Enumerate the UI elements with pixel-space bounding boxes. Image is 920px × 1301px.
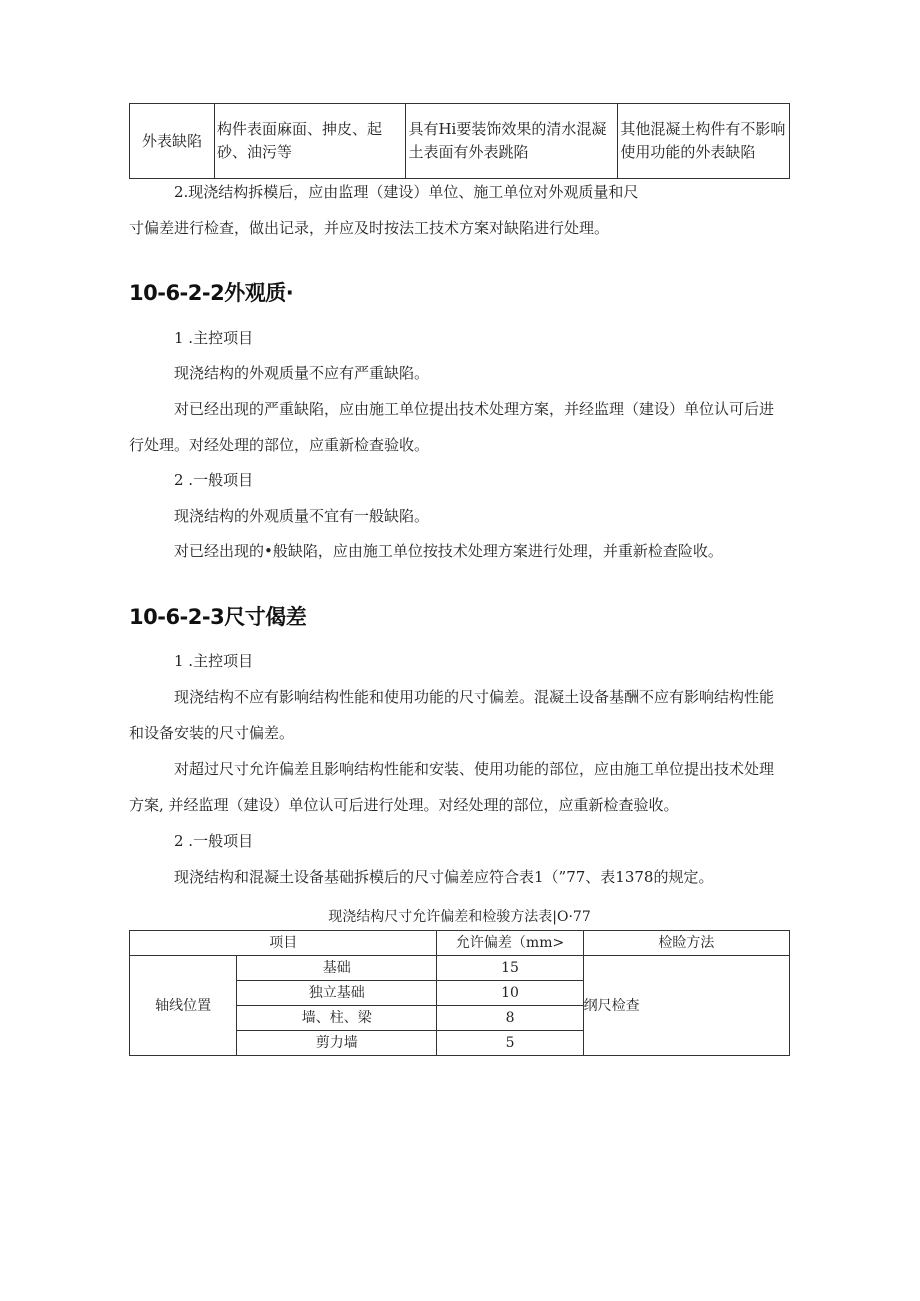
table-cell: 外表缺陷 [130,104,215,179]
paragraph: 寸偏差进行检查，做出记录，并应及时按法工技术方案对缺陷进行处理。 [129,219,610,237]
header-cell-item: 项目 [130,931,437,956]
paragraph: 现浇结构不应有影响结构性能和使用功能的尺寸偏差。混凝土设备基酬不应有影响结构性能 [174,688,775,706]
item-label: 1 .主控项目 [174,652,254,670]
table-header-row [130,931,790,956]
section-heading: 10-6-2-2外观质· [129,281,294,305]
header-cell-method: 检睑方法 [583,931,789,956]
item-label: 2 .一般项目 [174,832,254,850]
paragraph: 现浇结构的外观质量不宜有一般缺陷。 [174,507,430,525]
item-cell: 基础 [237,956,437,981]
paragraph: 和设备安装的尺寸偏差。 [129,724,295,742]
table-cell: 其他混凝土构件有不影响使用功能的外表缺陷 [618,104,790,179]
table-cell: 具有Hi要装饰效果的清水混凝土表面有外表跳陷 [406,104,618,179]
defect-table [129,103,790,179]
value-cell: 5 [437,1031,583,1056]
paragraph: 现浇结构和混凝土设备基础拆模后的尺寸偏差应符合表1（”77、表1378的规定。 [174,868,714,886]
value-cell: 15 [437,956,583,981]
table-row [130,104,790,179]
item-label: 1 .主控项目 [174,329,254,347]
item-cell: 墙、柱、梁 [237,1006,437,1031]
paragraph: 对已经出现的严重缺陷，应由施工单位提出技术处理方案，并经监理（建设）单位认可后进 [174,400,775,418]
item-cell: 独立基础 [237,981,437,1006]
item-cell: 剪力墙 [237,1031,437,1056]
method-cell: 纲尺检查 [583,956,789,1056]
tolerance-table [129,930,790,1056]
value-cell: 10 [437,981,583,1006]
table-cell: 构件表面麻面、抻皮、起砂、油污等 [214,104,405,179]
paragraph: 方案, 并经监理（建设）单位认可后进行处理。对经处理的部位，应重新检查验收。 [129,796,679,814]
group-label-cell: 轴线位置 [130,956,237,1056]
value-cell: 8 [437,1006,583,1031]
table-caption: 现浇结构尺寸允许偏差和检骏方法表|O·77 [328,909,591,925]
paragraph: 对超过尺寸允许偏差且影响结构性能和安装、使用功能的部位，应由施工单位提出技术处理 [174,760,775,778]
header-cell-tolerance: 允许偏差（mm> [437,931,583,956]
paragraph: 行处理。对经处理的部位，应重新检查验收。 [129,436,430,454]
paragraph: 对已经出现的•般缺陷，应由施工单位按技术处理方案进行处理，并重新检查险收。 [174,542,723,560]
paragraph: 2.现浇结构拆模后，应由监理（建设）单位、施工单位对外观质量和尺 [174,183,639,201]
item-label: 2 .一般项目 [174,471,254,489]
table-row [130,956,790,981]
paragraph: 现浇结构的外观质量不应有严重缺陷。 [174,364,430,382]
section-heading: 10-6-2-3尺寸偈差 [129,605,307,629]
